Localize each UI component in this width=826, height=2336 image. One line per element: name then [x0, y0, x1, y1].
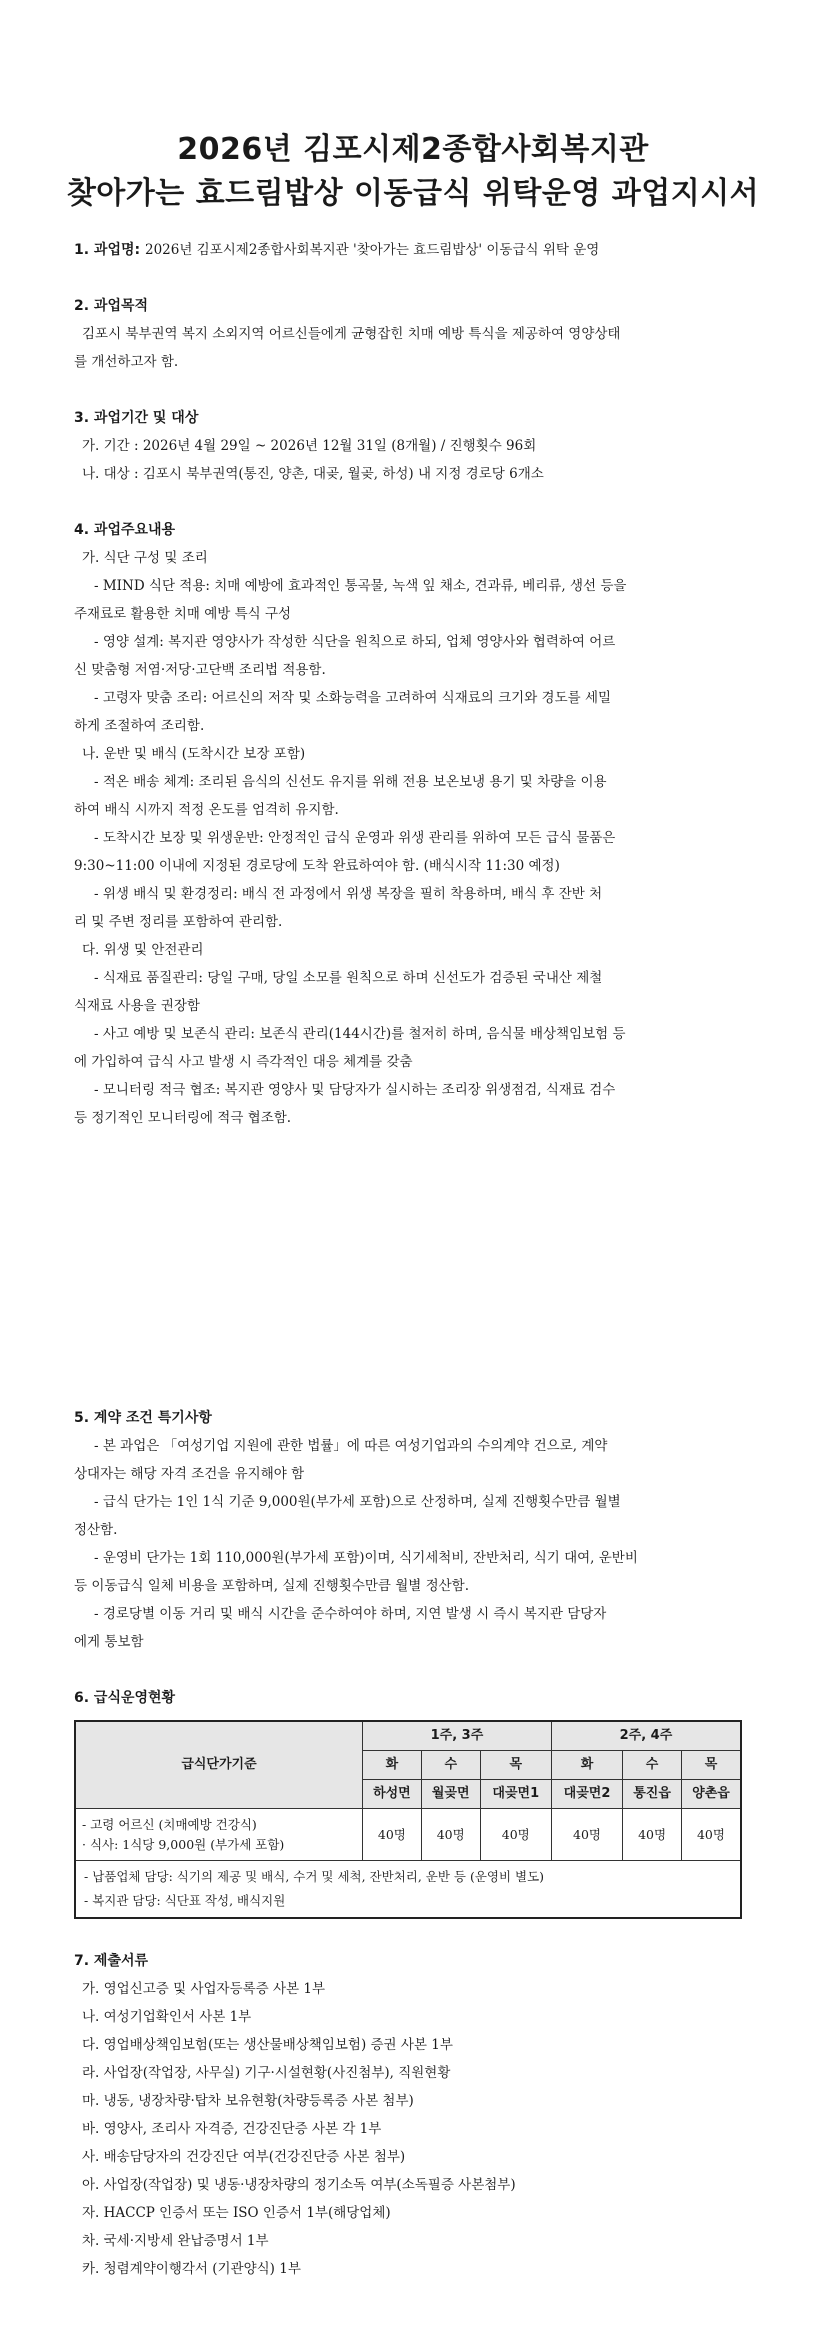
table-day-header: 화: [363, 1751, 422, 1780]
section-4-a2-line1: - 영양 설계: 복지관 영양사가 작성한 식단을 원칙으로 하되, 업체 영양사와 협력하여 어르: [94, 634, 616, 650]
section-4-b2-line1: - 도착시간 보장 및 위생운반: 안정적인 급식 운영과 위생 관리를 위하여 모든 급식 물품은: [94, 830, 616, 846]
section-4-a2-line2: 신 맞춤형 저염·저당·고단백 조리법 적용함.: [74, 662, 326, 678]
section-4-sub-b: 나. 운반 및 배식 (도착시간 보장 포함): [82, 746, 306, 762]
table-day-header: 목: [480, 1751, 551, 1780]
document-body: [74, 236, 754, 2283]
section-4-heading: 4. 과업주요내용: [74, 522, 176, 538]
table-note-1: - 납품업체 담당: 식기의 제공 및 배식, 수거 및 세척, 잔반처리, 운반 등 (운영비 별도): [84, 1869, 545, 1884]
section-1-heading-label: 1. 과업명:: [74, 242, 141, 258]
table-day-header: 화: [551, 1751, 622, 1780]
list-item: 바. 영양사, 조리사 자격증, 건강진단증 사본 각 1부: [82, 2121, 382, 2137]
list-item: 사. 배송담당자의 건강진단 여부(건강진단증 사본 첨부): [82, 2149, 406, 2165]
list-item: 차. 국세·지방세 완납증명서 1부: [82, 2233, 269, 2249]
table-site-header: 통진읍: [623, 1780, 682, 1809]
section-4-a1-line1: - MIND 식단 적용: 치매 예방에 효과적인 통곡물, 녹색 잎 채소, 견과류, 베리류, 생선 등을: [94, 578, 627, 594]
section-4-b2-line2: 9:30~11:00 이내에 지정된 경로당에 도착 완료하여야 함. (배식시작 11:30 예정): [74, 858, 560, 874]
section-4-a3-line2: 하게 조절하여 조리함.: [74, 718, 205, 734]
section-4-sub-a: 가. 식단 구성 및 조리: [82, 550, 208, 566]
section-1: [74, 236, 754, 264]
list-item: 나. 여성기업확인서 사본 1부: [82, 2009, 252, 2025]
section-4-sub-c: 다. 위생 및 안전관리: [82, 942, 204, 958]
list-item: 라. 사업장(작업장, 사무실) 기구·시설현황(사진첨부), 직원현황: [82, 2065, 451, 2081]
list-item: 마. 냉동, 냉장차량·탑차 보유현황(차량등록증 사본 첨부): [82, 2093, 414, 2109]
list-item: 자. HACCP 인증서 또는 ISO 인증서 1부(해당업체): [82, 2205, 391, 2221]
table-desc-line-1: - 고령 어르신 (치매예방 건강식): [82, 1816, 257, 1832]
section-6: [74, 1684, 754, 1919]
title-line-2: 찾아가는 효드림밥상 이동급식 위탁운영 과업지시서: [66, 176, 760, 211]
section-5-item1-line1: - 본 과업은 「여성기업 지원에 관한 법률」에 따른 여성기업과의 수의계약 건으로, 계약: [94, 1438, 608, 1454]
section-4-b1-line1: - 적온 배송 체계: 조리된 음식의 신선도 유지를 위해 전용 보온보냉 용기 및 차량을 이용: [94, 774, 607, 790]
section-7: [74, 1947, 754, 2283]
section-1-heading: [74, 236, 754, 264]
section-4-c3-line1: - 모니터링 적극 협조: 복지관 영양사 및 담당자가 실시하는 조리장 위생점검, 식재료 검수: [94, 1082, 616, 1098]
table-day-header: 수: [421, 1751, 480, 1780]
table-note-2: - 복지관 담당: 식단표 작성, 배식지원: [84, 1893, 286, 1908]
list-item: 카. 청렴계약이행각서 (기관양식) 1부: [82, 2261, 301, 2277]
section-5-item2-line2: 정산함.: [74, 1522, 118, 1538]
section-4-c1-line2: 식재료 사용을 권장함: [74, 998, 200, 1014]
section-5-item4-line2: 에게 통보함: [74, 1634, 144, 1650]
table-day-header: 수: [623, 1751, 682, 1780]
table-count-cell: 40명: [681, 1809, 741, 1861]
table-site-header: 대곶면2: [551, 1780, 622, 1809]
section-5-item3-line2: 등 이동급식 일체 비용을 포함하며, 실제 진행횟수만큼 월별 정산함.: [74, 1578, 470, 1594]
section-4-a3-line1: - 고령자 맞춤 조리: 어르신의 저작 및 소화능력을 고려하여 식재료의 크기와 경도를 세밀: [94, 690, 612, 706]
section-4-b3-line1: - 위생 배식 및 환경정리: 배식 전 과정에서 위생 복장을 필히 착용하며, 배식 후 잔반 처: [94, 886, 603, 902]
section-5-item2-line1: - 급식 단가는 1인 1식 기준 9,000원(부가세 포함)으로 산정하며, 실제 진행횟수만큼 월별: [94, 1494, 621, 1510]
section-5: [74, 1404, 754, 1656]
table-row: [75, 1809, 741, 1861]
table-count-cell: 40명: [551, 1809, 622, 1861]
section-1-text: 2026년 김포시제2종합사회복지관 '찾아가는 효드림밥상' 이동급식 위탁 운영: [144, 242, 600, 258]
table-site-header: 양촌읍: [681, 1780, 741, 1809]
section-5-item4-line1: - 경로당별 이동 거리 및 배식 시간을 준수하여야 하며, 지연 발생 시 즉시 복지관 담당자: [94, 1606, 607, 1622]
section-2-heading: 2. 과업목적: [74, 298, 149, 314]
list-item: 아. 사업장(작업장) 및 냉동·냉장차량의 정기소독 여부(소독필증 사본첨부): [82, 2177, 516, 2193]
section-3-target: 나. 대상 : 김포시 북부권역(통진, 양촌, 대곶, 월곶, 하성) 내 지정 경로당 6개소: [82, 466, 544, 482]
table-count-cell: 40명: [363, 1809, 422, 1861]
table-count-cell: 40명: [623, 1809, 682, 1861]
section-5-item3-line1: - 운영비 단가는 1회 110,000원(부가세 포함)이며, 식기세척비, 잔반처리, 식기 대여, 운반비: [94, 1550, 638, 1566]
title-line-1: 2026년 김포시제2종합사회복지관: [177, 132, 649, 167]
section-3-period: 가. 기간 : 2026년 4월 29일 ~ 2026년 12월 31일 (8개월) / 진행횟수 96회: [82, 438, 537, 454]
table-notes-row: [75, 1861, 741, 1919]
section-4-c2-line1: - 사고 예방 및 보존식 관리: 보존식 관리(144시간)를 철저히 하며, 음식물 배상책임보험 등: [94, 1026, 626, 1042]
section-5-heading: 5. 계약 조건 특기사항: [74, 1410, 212, 1426]
section-4-c1-line1: - 식재료 품질관리: 당일 구매, 당일 소모를 원칙으로 하며 신선도가 검증된 국내산 제철: [94, 970, 603, 986]
table-count-cell: 40명: [480, 1809, 551, 1861]
table-week-b-header: 2주, 4주: [551, 1721, 741, 1751]
table-site-header: 월곶면: [421, 1780, 480, 1809]
section-2: [74, 292, 754, 376]
table-row-description: [75, 1809, 363, 1861]
list-item: 가. 영업신고증 및 사업자등록증 사본 1부: [82, 1981, 325, 1997]
section-4-c2-line2: 에 가입하여 급식 사고 발생 시 즉각적인 대응 체계를 갖춤: [74, 1054, 413, 1070]
section-4: [74, 516, 754, 1132]
section-4-a1-line2: 주재료로 활용한 치매 예방 특식 구성: [74, 606, 292, 622]
section-5-item1-line2: 상대자는 해당 자격 조건을 유지해야 함: [74, 1466, 305, 1482]
table-week-a-header: 1주, 3주: [363, 1721, 552, 1751]
section-4-c3-line2: 등 정기적인 모니터링에 적극 협조함.: [74, 1110, 292, 1126]
table-site-header: 대곶면1: [480, 1780, 551, 1809]
section-7-heading: 7. 제출서류: [74, 1953, 149, 1969]
section-3: [74, 404, 754, 488]
section-4-b3-line2: 리 및 주변 정리를 포함하여 관리함.: [74, 914, 283, 930]
section-6-heading: 6. 급식운영현황: [74, 1690, 176, 1706]
section-2-text-1: 김포시 북부권역 복지 소외지역 어르신들에게 균형잡힌 치매 예방 특식을 제공하여 영양상태: [82, 326, 621, 342]
table-count-cell: 40명: [421, 1809, 480, 1861]
table-corner-header: 급식단가기준: [75, 1721, 363, 1809]
list-item: 다. 영업배상책임보험(또는 생산물배상책임보험) 증권 사본 1부: [82, 2037, 453, 2053]
table-day-header: 목: [681, 1751, 741, 1780]
section-2-text-2: 를 개선하고자 함.: [74, 354, 179, 370]
table-notes-cell: [75, 1861, 741, 1919]
section-3-heading: 3. 과업기간 및 대상: [74, 410, 199, 426]
table-site-header: 하성면: [363, 1780, 422, 1809]
table-desc-line-2: · 식사: 1식당 9,000원 (부가세 포함): [82, 1836, 285, 1852]
meal-operation-table: [74, 1720, 742, 1919]
section-4-b1-line2: 하여 배식 시까지 적정 온도를 엄격히 유지함.: [74, 802, 339, 818]
